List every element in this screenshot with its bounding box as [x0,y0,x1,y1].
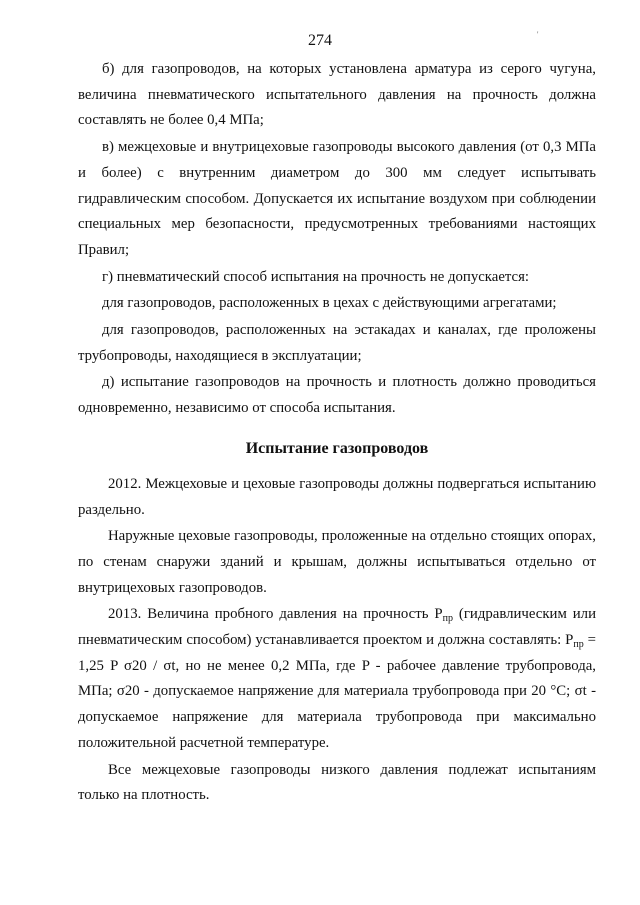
paragraph-2013 [78,602,596,756]
page-number: 274 [308,32,332,49]
p2013-text-c: = 1,25 P σ20 / σt, но не менее 0,2 МПа, где P - рабочее давление трубопровода, МПа; σ20 - допускаемое напряжение для материала трубопровода при 20 °C; σt - допускаемое напряжение для материала трубопровода при максимально положительной расчетной температуре. [78,632,596,751]
paragraph-g-item-2: для газопроводов, расположенных на эстакадах и каналах, где проложены трубопроводы, находящиеся в эксплуатации; [78,322,596,364]
paragraph-b: б) для газопроводов, на которых установлена арматура из серого чугуна, величина пневматического испытательного давления на прочность должна составлять не более 0,4 МПа; [78,61,596,129]
paragraph-low-pressure: Все межцеховые газопроводы низкого давления подлежат испытаниям только на плотность. [78,761,596,804]
p2013-text-a: 2013. Величина пробного давления на прочность P [108,606,443,623]
p2013-subscript-2: пр [573,639,584,651]
paragraph-g: г) пневматический способ испытания на прочность не допускается: [102,268,530,285]
paragraph-2012-outdoor: Наружные цеховые газопроводы, проложенные на отдельно стоящих опорах, по стенам снаружи зданий и крышам, должны испытываться отдельно от внутрицеховых газопроводов. [78,528,596,596]
p2013-text-b: (гидравлическим или пневматическим способом) устанавливается проектом и должна составлять: P [78,606,596,649]
paragraph-g-item-1: для газопроводов, расположенных в цехах с действующими агрегатами; [102,295,557,312]
document-body [78,57,596,809]
p2013-subscript-1: пр [442,613,453,625]
page-mark: ' [537,30,539,39]
section-heading: Испытание газопроводов [245,439,429,457]
paragraph-v: в) межцеховые и внутрицеховые газопроводы высокого давления (от 0,3 МПа и более) с внутренним диаметром до 300 мм следует испытывать гидравлическим способом. Допускается их испытание воздухом при соблюдении специальных мер безопасности, предусмотренных требованиями настоящих Правил; [78,139,596,258]
paragraph-2012: 2012. Межцеховые и цеховые газопроводы должны подвергаться испытанию раздельно. [78,475,596,518]
paragraph-d: д) испытание газопроводов на прочность и плотность должно проводиться одновременно, независимо от способа испытания. [78,374,596,417]
